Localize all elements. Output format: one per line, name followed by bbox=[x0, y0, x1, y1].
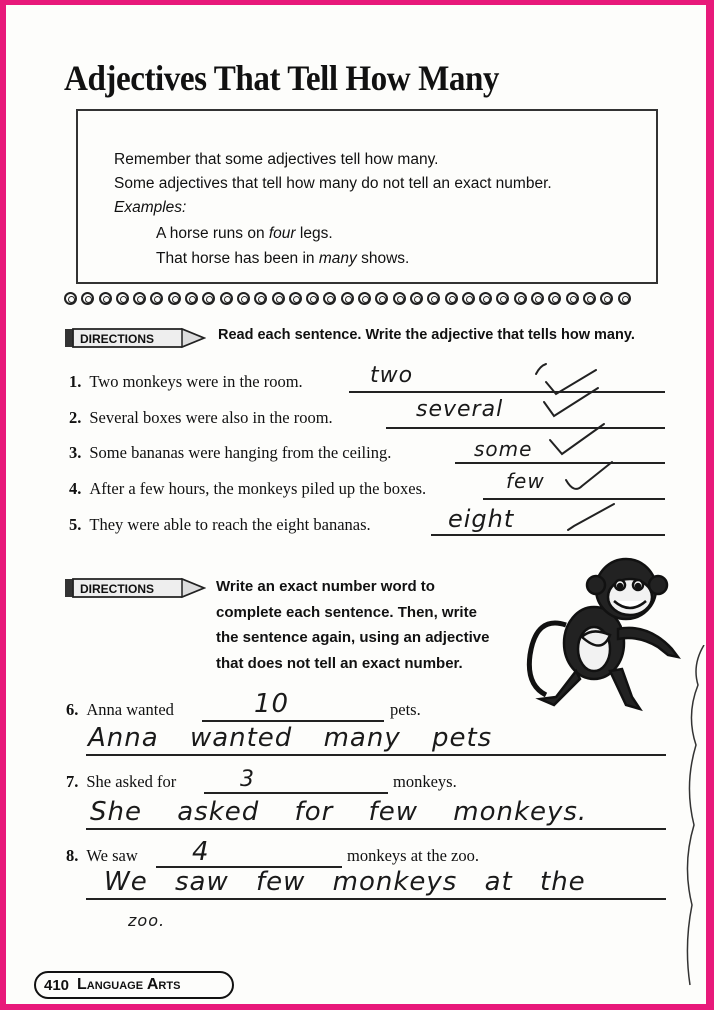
item-4: 4. After a few hours, the monkeys piled up the boxes. bbox=[69, 479, 427, 498]
rewrite-7: She asked for few monkeys. bbox=[90, 797, 588, 827]
worksheet-page bbox=[6, 5, 706, 1004]
item-6: 6. Anna wanted bbox=[66, 700, 174, 719]
answer-6: 10 bbox=[254, 689, 290, 719]
item-7: 7. She asked for bbox=[66, 772, 177, 791]
rule-line-2: Some adjectives that tell how many do not tell an exact number. bbox=[114, 175, 552, 192]
section-label: Language Arts bbox=[77, 976, 181, 993]
answer-8: 4 bbox=[192, 837, 210, 867]
answer-1: two bbox=[370, 363, 414, 388]
rewrite-line-7[interactable] bbox=[86, 828, 666, 830]
edge-scribble bbox=[678, 645, 706, 1004]
rewrite-line-8[interactable] bbox=[86, 898, 666, 900]
example-1: A horse runs on four legs. bbox=[156, 225, 333, 242]
item-6-end: pets. bbox=[390, 700, 421, 719]
check-marks bbox=[506, 360, 616, 540]
item-1: 1. Two monkeys were in the room. bbox=[69, 372, 303, 391]
rewrite-6: Anna wanted many pets bbox=[88, 723, 493, 753]
dot-border bbox=[64, 292, 631, 305]
rewrite-8-continued: zoo. bbox=[128, 911, 166, 930]
page-number: 410 bbox=[44, 976, 70, 994]
part2-directions: Write an exact number word to complete each sentence. Then, write the sentence again, using an adjective that does not tell an exact number. bbox=[216, 578, 490, 672]
answer-3: some bbox=[474, 437, 533, 461]
answer-2: several bbox=[416, 397, 504, 422]
item-7-end: monkeys. bbox=[393, 772, 457, 791]
item-5: 5. They were able to reach the eight bananas. bbox=[69, 515, 371, 534]
directions-pencil-icon bbox=[64, 327, 206, 349]
answer-4: few bbox=[506, 469, 545, 493]
page-footer bbox=[34, 971, 234, 999]
item-8-end: monkeys at the zoo. bbox=[347, 846, 479, 865]
number-line-7[interactable] bbox=[204, 792, 388, 794]
page-title: Adjectives That Tell How Many bbox=[64, 58, 500, 98]
rule-box bbox=[76, 109, 658, 284]
rule-line-1: Remember that some adjectives tell how many. bbox=[114, 151, 439, 168]
number-line-6[interactable] bbox=[202, 720, 384, 722]
item-8: 8. We saw bbox=[66, 846, 138, 865]
item-2: 2. Several boxes were also in the room. bbox=[69, 408, 333, 427]
example-2: That horse has been in many shows. bbox=[156, 250, 410, 267]
monkey-illustration bbox=[506, 545, 706, 725]
item-3: 3. Some bananas were hanging from the ceiling. bbox=[69, 443, 392, 462]
directions-label: DIRECTIONS bbox=[80, 332, 155, 346]
directions-pencil-icon-2 bbox=[64, 577, 206, 599]
examples-label: Examples: bbox=[114, 199, 187, 216]
answer-5: eight bbox=[448, 505, 515, 533]
svg-text:DIRECTIONS: DIRECTIONS bbox=[80, 582, 155, 596]
part1-directions: Read each sentence. Write the adjective that tells how many. bbox=[218, 327, 635, 343]
rewrite-8: We saw few monkeys at the bbox=[104, 867, 586, 897]
answer-7: 3 bbox=[240, 767, 255, 792]
rewrite-line-6[interactable] bbox=[86, 754, 666, 756]
